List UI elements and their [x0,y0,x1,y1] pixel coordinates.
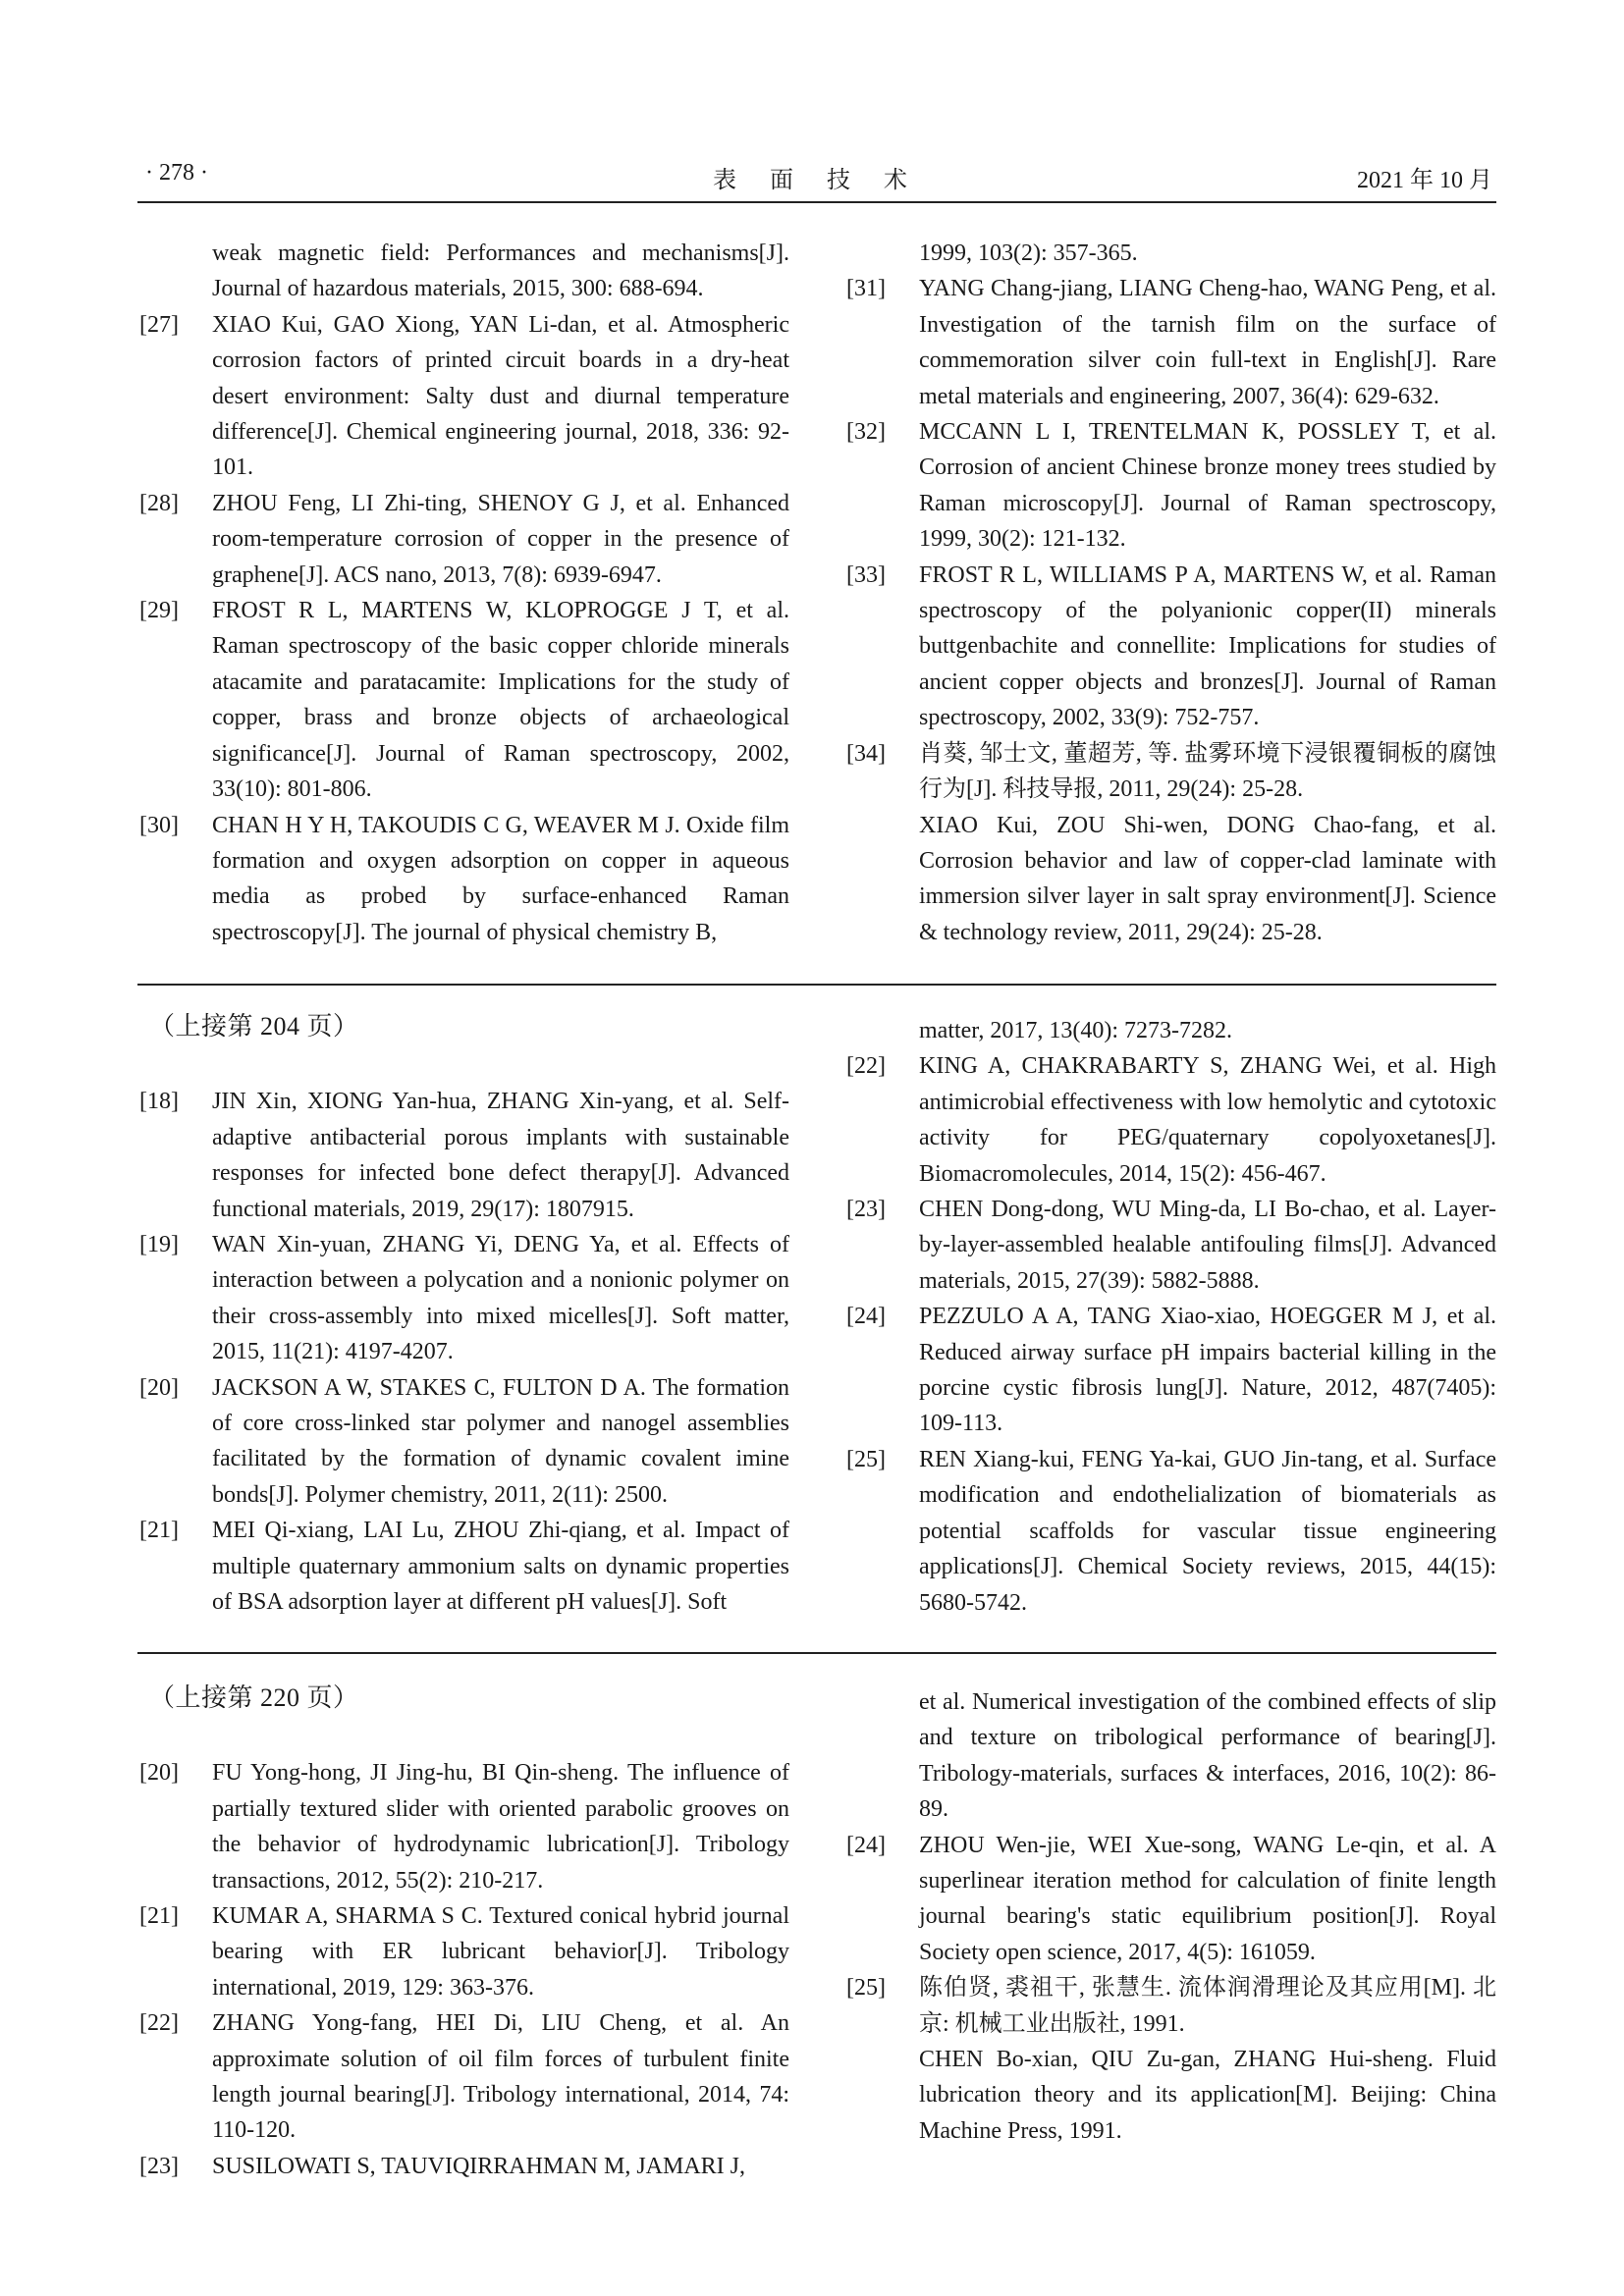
reference-number: [25] [846,1975,886,2002]
reference-number: [28] [139,490,179,516]
section-divider [137,984,1496,986]
reference-text: MCCANN L I, TRENTELMAN K, POSSLEY T, et al. Corrosion of ancient Chinese bronze money trees studied by Raman microscopy[J]. Journal of Raman spectroscopy, 1999, 30(2): 121-132. [919,419,1496,553]
reference-item [139,1370,789,1514]
reference-item [139,486,789,593]
reference-number: [19] [139,1232,179,1258]
reference-number: [22] [139,2010,179,2037]
reference-item [139,1227,789,1370]
reference-text: FROST R L, MARTENS W, KLOPROGGE J T, et al. Raman spectroscopy of the basic copper chloride minerals atacamite and paratacamite: Implications for the study of copper, brass and bronze objects of archaeological significance[J]. Journal of Raman spectroscopy, 2002, 33(10): 801-806. [212,598,789,803]
reference-text: WAN Xin-yuan, ZHANG Yi, DENG Ya, et al. Effects of interaction between a polycation and a nonionic polymer on their cross-assembly into mixed micelles[J]. Soft matter, 2015, 11(21): 4197-4207. [212,1232,789,1365]
reference-text: XIAO Kui, GAO Xiong, YAN Li-dan, et al. Atmospheric corrosion factors of printed circuit boards in a dry-heat desert environment: Salty dust and diurnal temperature difference[J]. Chemical engineering journal, 2018, 336: 92-101. [212,311,789,481]
block1-left-column [139,236,789,950]
reference-text: JACKSON A W, STAKES C, FULTON D A. The formation of core cross-linked star polymer and nanogel assemblies facilitated by the formation of dynamic covalent imine bonds[J]. Polymer chemistry, 2011, 2(11): 2500. [212,1374,789,1508]
reference-number: [25] [846,1446,886,1472]
reference-text: FROST R L, WILLIAMS P A, MARTENS W, et al. Raman spectroscopy of the polyanionic copper(II) minerals buttgenbachite and connellite: Implications for studies of ancient copper objects and bronzes[J]. Journal of Raman spectroscopy, 2002, 33(9): 752-757. [919,561,1496,731]
reference-item [846,1442,1496,1621]
reference-item [846,1970,1496,2149]
block3-right-column [846,1684,1496,2149]
reference-number: [29] [139,598,179,624]
reference-text: ZHOU Wen-jie, WEI Xue-song, WANG Le-qin, et al. A superlinear iteration method for calculation of finite length journal bearing's static equilibrium position[J]. Royal Society open science, 2017, 4(5): 161059. [919,1832,1496,1965]
reference-item [139,2149,789,2184]
reference-item [139,307,789,486]
reference-item [139,2005,789,2149]
reference-number: [21] [139,1518,179,1544]
reference-item [139,1755,789,1898]
reference-item [139,808,789,951]
reference-number: [23] [846,1197,886,1223]
block2-left-column [139,1009,789,1621]
reference-number: [33] [846,561,886,588]
reference-item [846,1828,1496,1971]
reference-continuation: et al. Numerical investigation of the combined effects of slip and texture on tribological performance of bearing[J]. Tribology-materials, surfaces & interfaces, 2016, 10(2): 86-89. [919,1689,1496,1823]
reference-text-english: XIAO Kui, ZOU Shi-wen, DONG Chao-fang, et al. Corrosion behavior and law of copper-clad laminate with immersion silver layer in salt spray environment[J]. Science & technology review, 2011, 29(24): 25-28. [919,812,1496,945]
page-number: · 278 · [145,160,208,186]
reference-number: [24] [846,1304,886,1330]
reference-number: [32] [846,419,886,446]
continued-from-note: （上接第 204 页） [149,1012,359,1041]
reference-number: [20] [139,1760,179,1787]
reference-number: [34] [846,740,886,767]
reference-text: JIN Xin, XIONG Yan-hua, ZHANG Xin-yang, et al. Self-adaptive antibacterial porous implants with sustainable responses for infected bone defect therapy[J]. Advanced functional materials, 2019, 29(17): 1807915. [212,1089,789,1222]
reference-text: CHAN H Y H, TAKOUDIS C G, WEAVER M J. Oxide film formation and oxygen adsorption on copper in aqueous media as probed by surface-enhanced Raman spectroscopy[J]. The journal of physical chemistry B, [212,812,789,945]
reference-text: KUMAR A, SHARMA S C. Textured conical hybrid journal bearing with ER lubricant behavior[J]. Tribology international, 2019, 129: 363-376. [212,1903,789,2001]
reference-number: [31] [846,276,886,302]
reference-item [139,1513,789,1620]
reference-text: KING A, CHAKRABARTY S, ZHANG Wei, et al. High antimicrobial effectiveness with low hemolytic and cytotoxic activity for PEG/quaternary copolyoxetanes[J]. Biomacromolecules, 2014, 15(2): 456-467. [919,1053,1496,1187]
running-header [137,160,1496,199]
block1-right-column [846,236,1496,950]
reference-text: SUSILOWATI S, TAUVIQIRRAHMAN M, JAMARI J, [212,2153,745,2179]
reference-number: [20] [139,1374,179,1401]
reference-item [846,1192,1496,1299]
reference-text: YANG Chang-jiang, LIANG Cheng-hao, WANG Peng, et al. Investigation of the tarnish film on the surface of commemoration silver coin full-text in English[J]. Rare metal materials and engineering, 2007, 36(4): 629-632. [919,276,1496,409]
continued-from-note: （上接第 220 页） [149,1683,359,1712]
reference-text-chinese: 肖葵, 邹士文, 董超芳, 等. 盐雾环境下浸银覆铜板的腐蚀行为[J]. 科技导报, 2011, 29(24): 25-28. [919,740,1496,803]
section-divider [137,1652,1496,1654]
reference-continuation: matter, 2017, 13(40): 7273-7282. [919,1018,1232,1043]
reference-item [846,414,1496,558]
reference-item [139,593,789,807]
reference-text: ZHOU Feng, LI Zhi-ting, SHENOY G J, et al. Enhanced room-temperature corrosion of copper in the presence of graphene[J]. ACS nano, 2013, 7(8): 6939-6947. [212,490,789,588]
reference-continuation: weak magnetic field: Performances and mechanisms[J]. Journal of hazardous materials, 2015, 300: 688-694. [212,240,789,302]
reference-text: MEI Qi-xiang, LAI Lu, ZHOU Zhi-qiang, et al. Impact of multiple quaternary ammonium salts on dynamic properties of BSA adsorption layer at different pH values[J]. Soft [212,1518,789,1616]
reference-number: [27] [139,311,179,338]
reference-item [846,558,1496,736]
reference-text-chinese: 陈伯贤, 裘祖干, 张慧生. 流体润滑理论及其应用[M]. 北京: 机械工业出版社, 1991. [919,1975,1496,2037]
reference-item [846,1299,1496,1442]
reference-number: [30] [139,812,179,838]
block2-right-column [846,1013,1496,1621]
header-rule [137,201,1496,203]
reference-text: PEZZULO A A, TANG Xiao-xiao, HOEGGER M J, et al. Reduced airway surface pH impairs bacterial killing in the porcine cystic fibrosis lung[J]. Nature, 2012, 487(7405): 109-113. [919,1304,1496,1437]
reference-item [139,1084,789,1227]
reference-continuation: 1999, 103(2): 357-365. [919,240,1138,266]
reference-number: [23] [139,2153,179,2179]
reference-item [846,1048,1496,1192]
reference-text-english: CHEN Bo-xian, QIU Zu-gan, ZHANG Hui-sheng. Fluid lubrication theory and its application[M]. Beijing: China Machine Press, 1991. [919,2047,1496,2144]
reference-text: FU Yong-hong, JI Jing-hu, BI Qin-sheng. The influence of partially textured slider with oriented parabolic grooves on the behavior of hydrodynamic lubrication[J]. Tribology transactions, 2012, 55(2): 210-217. [212,1760,789,1894]
reference-number: [21] [139,1903,179,1930]
issue-date: 2021 年 10 月 [1357,168,1492,193]
reference-item [846,736,1496,950]
journal-name: 表 面 技 术 [713,168,921,193]
reference-text: CHEN Dong-dong, WU Ming-da, LI Bo-chao, et al. Layer-by-layer-assembled healable antifouling films[J]. Advanced materials, 2015, 27(39): 5882-5888. [919,1197,1496,1294]
reference-number: [24] [846,1832,886,1858]
reference-text: ZHANG Yong-fang, HEI Di, LIU Cheng, et al. An approximate solution of oil film forces of turbulent finite length journal bearing[J]. Tribology international, 2014, 74: 110-120. [212,2010,789,2144]
reference-number: [22] [846,1053,886,1080]
reference-item [846,271,1496,414]
block3-left-column [139,1681,789,2184]
reference-item [139,1898,789,2005]
reference-text: REN Xiang-kui, FENG Ya-kai, GUO Jin-tang, et al. Surface modification and endothelialization of biomaterials as potential scaffolds for vascular tissue engineering applications[J]. Chemical Society reviews, 2015, 44(15): 5680-5742. [919,1446,1496,1616]
reference-number: [18] [139,1089,179,1115]
